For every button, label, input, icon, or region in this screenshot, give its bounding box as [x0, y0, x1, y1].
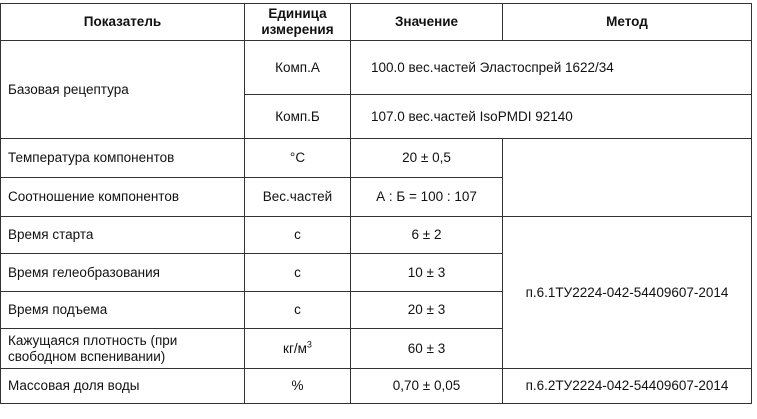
row-value: 107.0 вес.частей IsoPMDI 92140 — [351, 95, 752, 139]
row-unit: Комп.Б — [245, 95, 351, 139]
row-value: 10 ± 3 — [351, 254, 503, 292]
header-method: Метод — [503, 4, 752, 41]
row-unit: % — [245, 369, 351, 404]
table-row — [1, 369, 752, 404]
row-value: А : Б = 100 : 107 — [351, 178, 503, 217]
header-row — [1, 4, 752, 41]
row-value: 100.0 вес.частей Эластоспрей 1622/34 — [351, 41, 752, 95]
row-value: 60 ± 3 — [351, 329, 503, 369]
header-unit: Единица измерения — [245, 4, 351, 41]
table-row — [1, 41, 752, 95]
row-unit: Вес.частей — [245, 178, 351, 217]
row-name: Соотношение компонентов — [1, 178, 245, 217]
row-name: Массовая доля воды — [1, 369, 245, 404]
method-empty — [503, 139, 752, 217]
unit-superscript: 3 — [306, 339, 312, 349]
properties-table — [0, 3, 752, 404]
row-value: 6 ± 2 — [351, 217, 503, 254]
unit-base: кг/м — [283, 340, 307, 356]
row-value: 0,70 ± 0,05 — [351, 369, 503, 404]
row-value: 20 ± 0,5 — [351, 139, 503, 178]
header-value: Значение — [351, 4, 503, 41]
method-group1: п.6.1ТУ2224-042-54409607-2014 — [503, 217, 752, 369]
table-row — [1, 139, 752, 178]
row-value: 20 ± 3 — [351, 292, 503, 329]
row-name: Базовая рецептура — [1, 41, 245, 139]
row-name: Время подъема — [1, 292, 245, 329]
row-unit: Комп.А — [245, 41, 351, 95]
row-unit: с — [245, 254, 351, 292]
table-row — [1, 217, 752, 254]
header-indicator: Показатель — [1, 4, 245, 41]
method-group2: п.6.2ТУ2224-042-54409607-2014 — [503, 369, 752, 404]
row-name: Кажущаяся плотность (при свободном вспенивании) — [1, 329, 245, 369]
row-unit: °C — [245, 139, 351, 178]
row-name: Время гелеобразования — [1, 254, 245, 292]
row-unit: с — [245, 292, 351, 329]
row-unit: с — [245, 217, 351, 254]
row-name: Время старта — [1, 217, 245, 254]
row-name: Температура компонентов — [1, 139, 245, 178]
row-unit — [245, 329, 351, 369]
